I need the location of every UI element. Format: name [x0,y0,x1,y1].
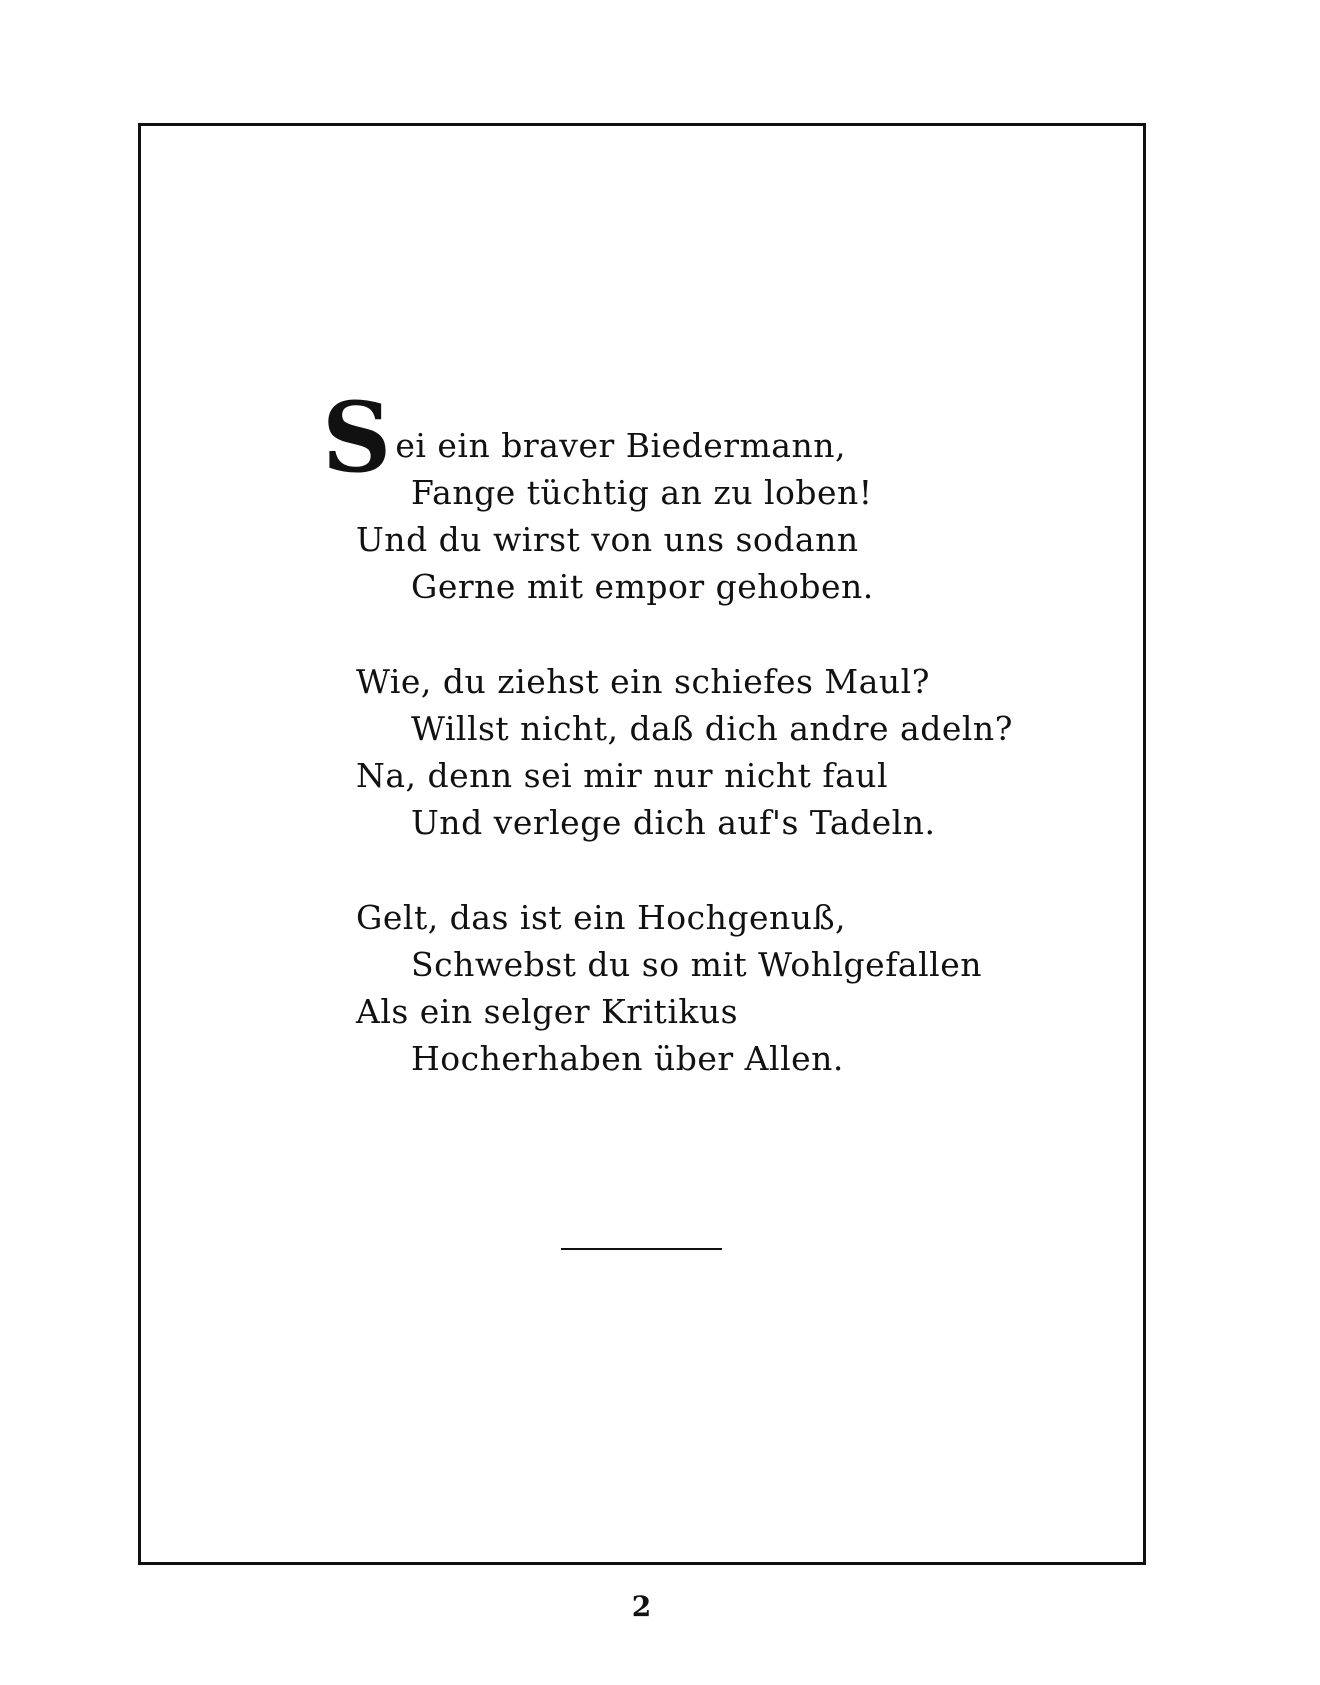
poem-line: Gelt, das ist ein Hochgenuß, [356,898,847,937]
poem-line: Na, denn sei mir nur nicht faul [356,756,889,795]
poem-line: ei ein braver Biedermann, [395,426,846,465]
poem-line: Hocherhaben über Allen. [411,1039,844,1078]
poem-line: Und du wirst von uns sodann [356,520,859,559]
stanza-3 [356,894,1076,1082]
separator-rule [561,1248,722,1250]
poem-line: Als ein selger Kritikus [356,992,739,1031]
stanza-2 [356,658,1076,846]
poem-line: Schwebst du so mit Wohlgefallen [411,945,982,984]
poem-line: Wie, du ziehst ein schiefes Maul? [356,662,930,701]
poem-line: Gerne mit empor gehoben. [411,567,874,606]
poem [322,381,1076,1130]
poem-line: Willst nicht, daß dich andre adeln? [411,709,1013,748]
stanza-1 [322,381,1076,610]
page-number: 2 [631,1590,652,1623]
poem-line: Und verlege dich auf's Tadeln. [411,803,936,842]
poem-line: Fange tüchtig an zu loben! [411,473,873,512]
drop-cap: S [322,381,392,494]
